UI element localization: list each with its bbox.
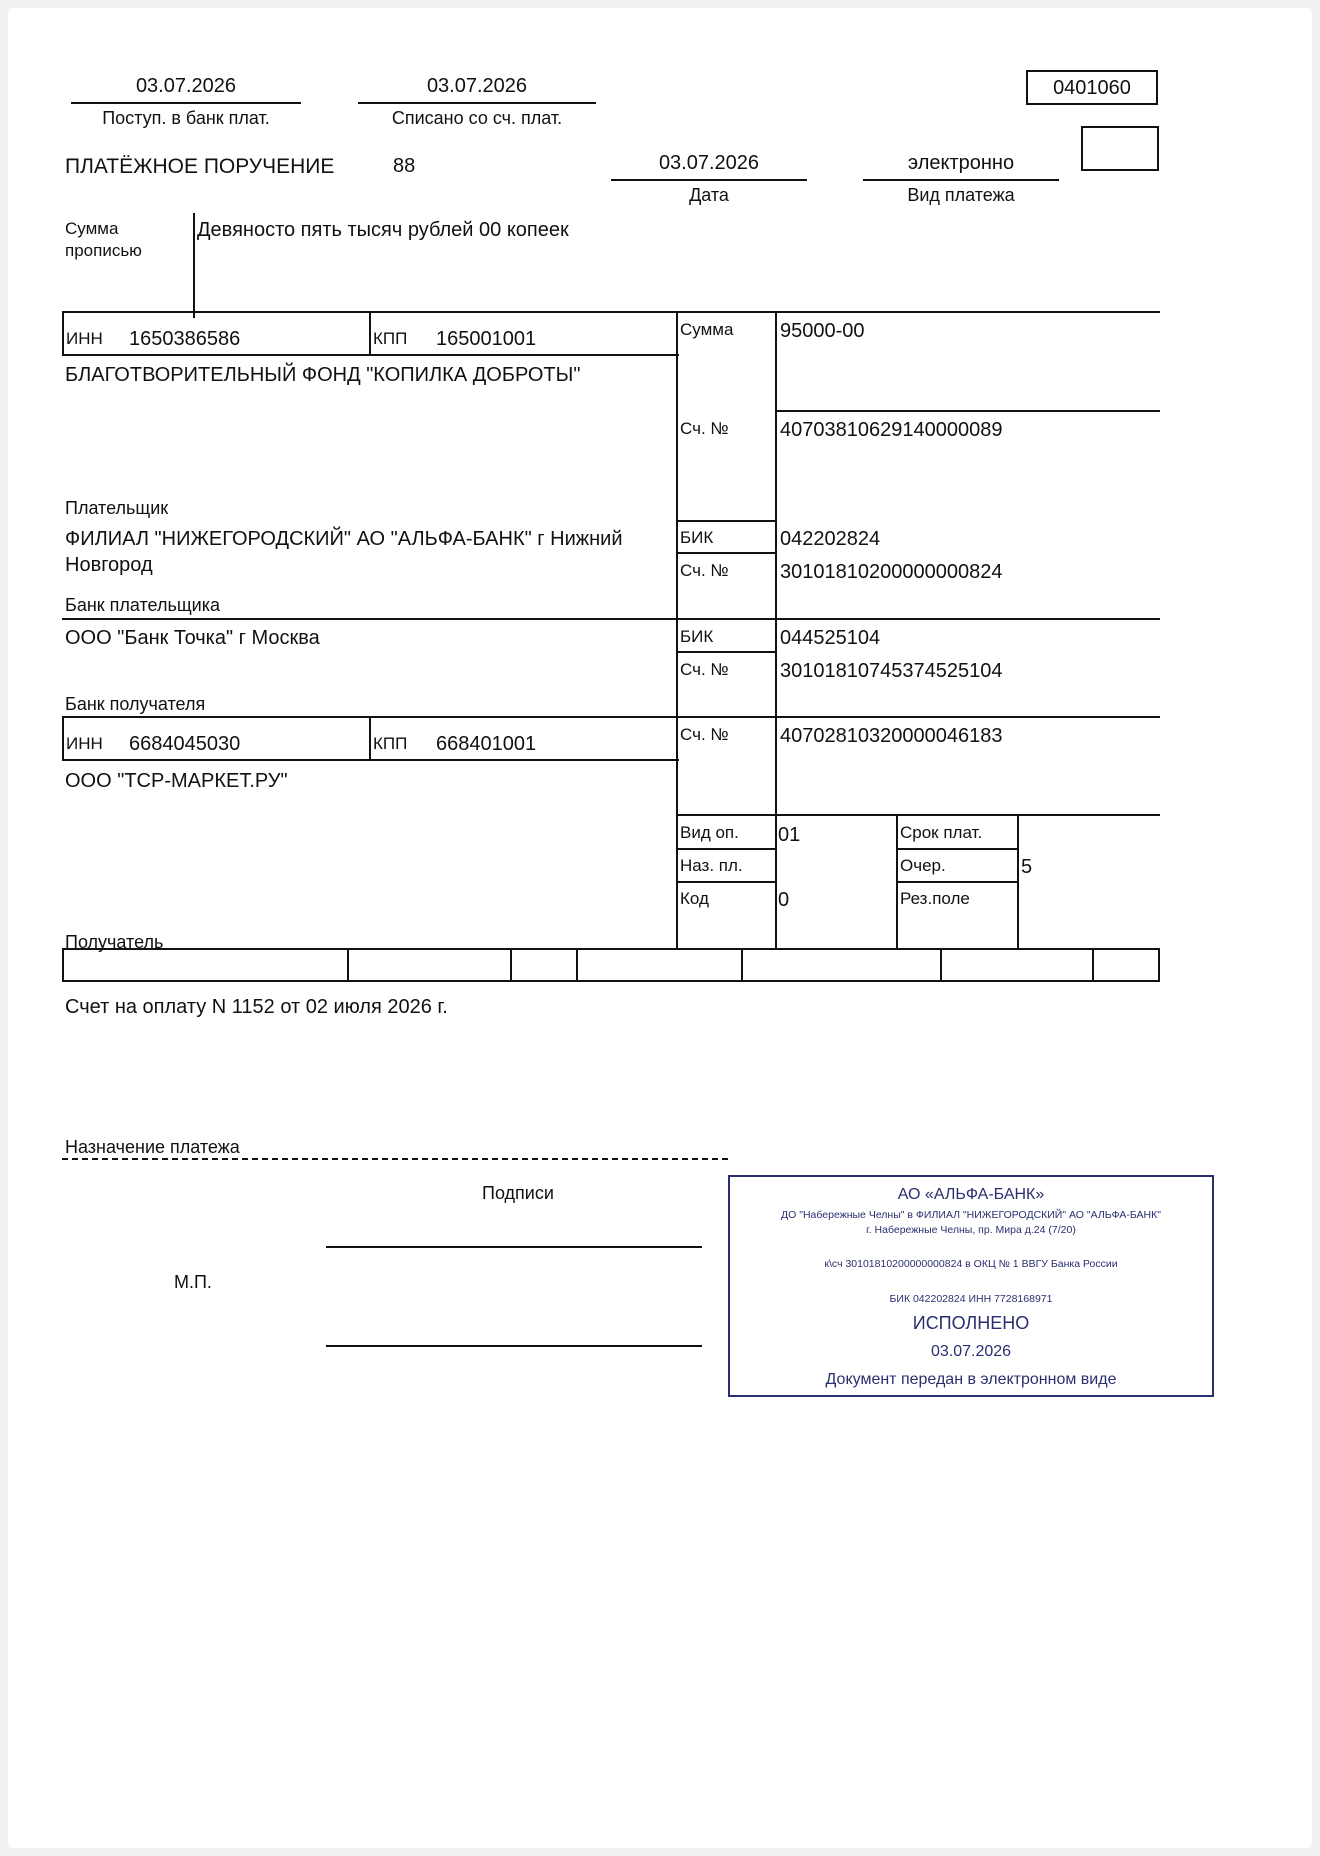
stamp-address-line: г. Набережные Челны, пр. Мира д.24 (7/20) <box>866 1224 1076 1236</box>
stamp-bank-name: АО «АЛЬФА-БАНК» <box>897 1186 1045 1203</box>
payer-bank-account: 30101810200000000824 <box>780 561 1003 583</box>
op-type-label: Вид оп. <box>680 823 739 842</box>
tax-fields-row <box>62 948 1160 982</box>
amount-words-label-2: прописью <box>65 241 142 260</box>
payer-bank-bik: 042202824 <box>780 528 881 550</box>
payee-bank-account: 30101810745374525104 <box>780 660 1003 682</box>
op-type-value: 01 <box>778 824 801 846</box>
form-code: 0401060 <box>1053 77 1131 99</box>
payment-order-sheet <box>8 8 1312 1848</box>
payment-type-label: Вид платежа <box>907 185 1015 205</box>
debited-date: 03.07.2026 <box>426 75 528 97</box>
amount-label: Сумма <box>680 320 734 339</box>
payee-bank-bik: 044525104 <box>780 627 881 649</box>
payee-bank-account-label: Сч. № <box>680 660 729 679</box>
stamp-status: ИСПОЛНЕНО <box>912 1313 1030 1333</box>
payment-purpose-dashed-line <box>62 1158 728 1160</box>
payer-inn: 1650386586 <box>129 328 241 350</box>
payment-type-line <box>863 179 1059 181</box>
grid-label-divider <box>775 311 777 948</box>
payer-account-label: Сч. № <box>680 419 729 438</box>
amount-words-divider <box>193 213 195 318</box>
order-date: 03.07.2026 <box>658 152 760 174</box>
amount-value: 95000-00 <box>780 320 865 342</box>
payee-name: ООО "ТСР-МАРКЕТ.РУ" <box>65 770 288 792</box>
received-date-line <box>71 102 301 104</box>
code-value: 0 <box>778 889 790 911</box>
debited-date-line <box>358 102 596 104</box>
payee-kpp-label: КПП <box>373 734 408 753</box>
payment-purpose-text: Счет на оплату N 1152 от 02 июля 2026 г. <box>65 996 448 1018</box>
code-label: Код <box>680 889 709 908</box>
payer-label: Плательщик <box>65 498 169 518</box>
received-label: Поступ. в банк плат. <box>102 108 270 128</box>
bank-execution-stamp <box>728 1175 1214 1397</box>
stamp-correspondent-account: к\сч 30101810200000000824 в ОКЦ № 1 ВВГУ Банка России <box>824 1258 1118 1270</box>
stamp-place-label: М.П. <box>174 1272 212 1292</box>
payer-bank-account-label: Сч. № <box>680 561 729 580</box>
stamp-bik-inn: БИК 042202824 ИНН 7728168971 <box>889 1293 1053 1305</box>
payee-inn: 6684045030 <box>129 733 241 755</box>
payer-kpp-label: КПП <box>373 329 408 348</box>
purpose-code-label: Наз. пл. <box>680 856 743 875</box>
payer-bank-name-1: ФИЛИАЛ "НИЖЕГОРОДСКИЙ" АО "АЛЬФА-БАНК" г Нижний <box>65 528 623 550</box>
stamp-date: 03.07.2026 <box>930 1343 1012 1360</box>
payment-type: электронно <box>907 152 1015 174</box>
amount-words-label-1: Сумма <box>65 219 119 238</box>
payee-kpp: 668401001 <box>436 733 537 755</box>
payer-status-box <box>1081 126 1159 171</box>
document-title: ПЛАТЁЖНОЕ ПОРУЧЕНИЕ <box>65 155 335 178</box>
reserve-label: Рез.поле <box>900 889 970 908</box>
grid-top-line <box>62 311 1160 313</box>
signature-line-2 <box>326 1345 702 1347</box>
payee-bank-name: ООО "Банк Точка" г Москва <box>65 627 320 649</box>
payee-account-label: Сч. № <box>680 725 729 744</box>
stamp-electronic-note: Документ передан в электронном виде <box>825 1371 1117 1388</box>
payer-name: БЛАГОТВОРИТЕЛЬНЫЙ ФОНД "КОПИЛКА ДОБРОТЫ" <box>65 364 581 386</box>
signature-line-1 <box>326 1246 702 1248</box>
payee-label: Получатель <box>65 932 164 952</box>
priority-label: Очер. <box>900 856 946 875</box>
payer-inn-label: ИНН <box>66 329 103 348</box>
payer-bank-bik-label: БИК <box>680 528 714 547</box>
order-number: 88 <box>393 155 416 177</box>
payer-kpp: 165001001 <box>436 328 537 350</box>
debited-label: Списано со сч. плат. <box>391 108 563 128</box>
payee-bank-bik-label: БИК <box>680 627 714 646</box>
payer-account: 40703810629140000089 <box>780 419 1003 441</box>
priority-value: 5 <box>1021 856 1033 878</box>
stamp-branch-line: ДО "Набережные Челны" в ФИЛИАЛ "НИЖЕГОРОДСКИЙ" АО "АЛЬФА-БАНК" <box>781 1209 1161 1221</box>
order-date-line <box>611 179 807 181</box>
grid-mid-divider <box>676 311 678 948</box>
signatures-label: Подписи <box>482 1183 554 1203</box>
received-date: 03.07.2026 <box>135 75 237 97</box>
payment-purpose-label: Назначение платежа <box>65 1137 240 1157</box>
payee-bank-label: Банк получателя <box>65 694 206 714</box>
payee-account: 40702810320000046183 <box>780 725 1003 747</box>
payer-bank-label: Банк плательщика <box>65 595 220 615</box>
payer-bank-name-2: Новгород <box>65 554 153 576</box>
amount-words-value: Девяносто пять тысяч рублей 00 копеек <box>197 219 569 241</box>
term-label: Срок плат. <box>900 823 983 842</box>
form-code-box <box>1026 70 1158 105</box>
payee-inn-label: ИНН <box>66 734 103 753</box>
order-date-label: Дата <box>689 185 729 205</box>
